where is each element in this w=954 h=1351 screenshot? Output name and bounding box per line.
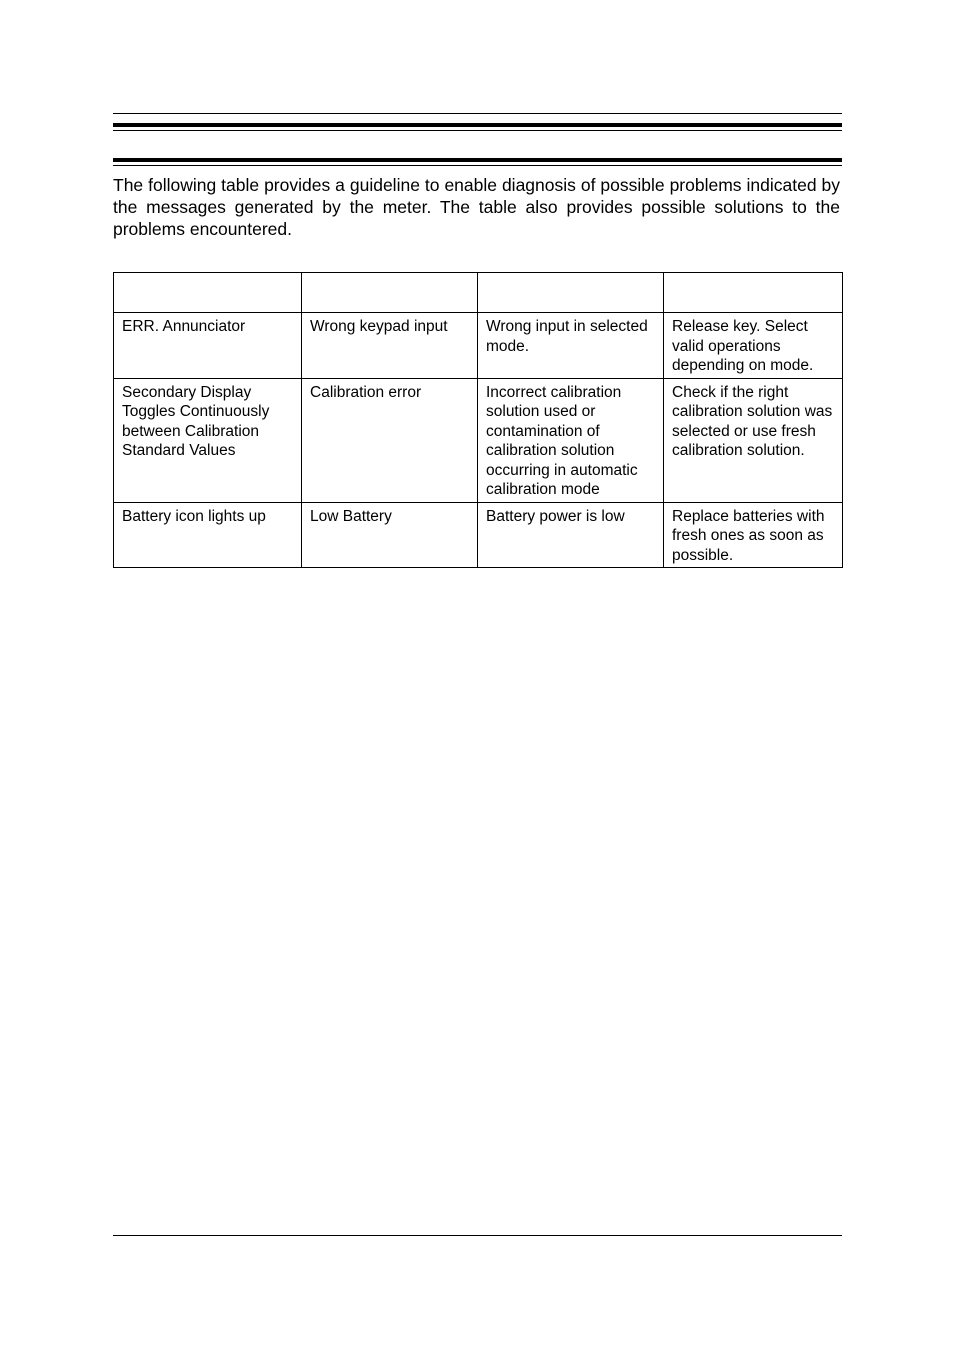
table-cell: Low Battery — [302, 502, 478, 568]
table-row — [114, 313, 843, 379]
header-rule-thin — [113, 113, 842, 114]
table-cell: Release key. Select valid operations depending on mode. — [664, 313, 843, 379]
diagnosis-table — [113, 272, 843, 568]
table-cell: Battery power is low — [478, 502, 664, 568]
table-row — [114, 378, 843, 502]
footer-rule — [113, 1235, 842, 1236]
header-rule-thin-upper — [113, 130, 842, 131]
header-rule-thick-upper — [113, 123, 842, 127]
intro-paragraph: The following table provides a guideline to enable diagnosis of possible problems indicated by the messages generated by the meter. The table also provides possible solutions to the problems encountered. — [113, 175, 840, 239]
header-rule-thick-lower — [113, 158, 842, 162]
header-rule-thin-lower — [113, 165, 842, 166]
table-header-row — [114, 273, 843, 313]
table-cell: ERR. Annunciator — [114, 313, 302, 379]
table-cell: Replace batteries with fresh ones as soon as possible. — [664, 502, 843, 568]
table-cell: Check if the right calibration solution was selected or use fresh calibration solution. — [664, 378, 843, 502]
table-header-cell — [302, 273, 478, 313]
table-cell: Secondary Display Toggles Continuously between Calibration Standard Values — [114, 378, 302, 502]
table-row — [114, 502, 843, 568]
table-header-cell — [114, 273, 302, 313]
table-cell: Wrong input in selected mode. — [478, 313, 664, 379]
table-cell: Wrong keypad input — [302, 313, 478, 379]
table-header-cell — [664, 273, 843, 313]
table-cell: Incorrect calibration solution used or contamination of calibration solution occurring in automatic calibration mode — [478, 378, 664, 502]
table-cell: Battery icon lights up — [114, 502, 302, 568]
table-header-cell — [478, 273, 664, 313]
table-cell: Calibration error — [302, 378, 478, 502]
